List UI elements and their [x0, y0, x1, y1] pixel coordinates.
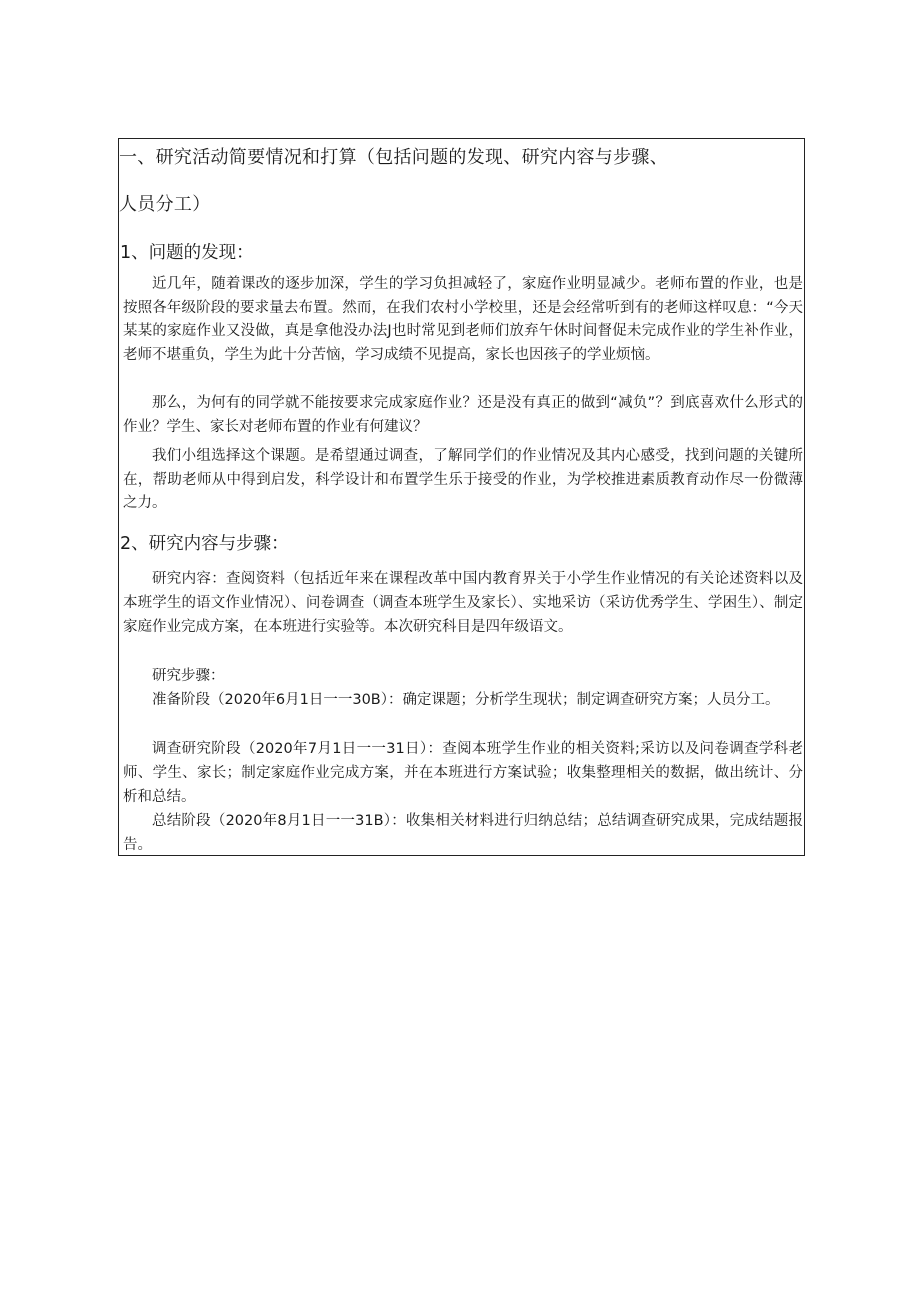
- content-paragraph-prep-stage: 准备阶段（2020年6月1日一一30B）：确定课题；分析学生现状；制定调查研究方案；人员分工。: [152, 692, 780, 708]
- research-plan-table-cell: [118, 138, 805, 856]
- content-paragraph-summary-stage: 总结阶段（2020年8月1日一一31B）：收集相关材料进行归纳总结；总结调查研究成果，完成结题报告。: [123, 813, 803, 853]
- content-paragraph-research-content: 研究内容：查阅资料（包括近年来在课程改革中国内教育界关于小学生作业情况的有关论述资料以及本班学生的语文作业情况）、问卷调查（调查本班学生及家长）、实地采访（采访优秀学生、学困生）、制定家庭作业完成方案，在本班进行实验等。本次研究科目是四年级语文。: [123, 571, 803, 635]
- section-title-line-1: 一、研究活动简要情况和打算（包括问题的发现、研究内容与步骤、: [119, 147, 668, 168]
- problem-heading: 1、问题的发现：: [120, 243, 254, 263]
- problem-paragraph-3: 我们小组选择这个课题。是希望通过调查，了解同学们的作业情况及其内心感受，找到问题的关键所在，帮助老师从中得到启发，科学设计和布置学生乐于接受的作业，为学校推进素质教育动作尽一份微薄之力。: [123, 448, 803, 512]
- content-paragraph-research-stage: 调查研究阶段（2020年7月1日一一31日）：查阅本班学生作业的相关资料;采访以及问卷调查学科老师、学生、家长；制定家庭作业完成方案，并在本班进行方案试验；收集整理相关的数据，做出统计、分析和总结。: [123, 741, 803, 805]
- content-heading: 2、研究内容与步骤：: [120, 534, 289, 554]
- section-title-line-2: 人员分工）: [119, 194, 211, 215]
- problem-paragraph-2: 那么，为何有的同学就不能按要求完成家庭作业？还是没有真正的做到“减负”？到底喜欢什么形式的作业？学生、家长对老师布置的作业有何建议？: [123, 395, 803, 435]
- problem-paragraph-1: 近几年，随着课改的逐步加深，学生的学习负担减轻了，家庭作业明显减少。老师布置的作业，也是按照各年级阶段的要求量去布置。然而，在我们农村小学校里，还是会经常听到有的老师这样叹息：“今天某某的家庭作业又没做，真是拿他没办法J也时常见到老师们放弃午休时间督促未完成作业的学生补作业，老师不堪重负，学生为此十分苦恼，学习成绩不见提高，家长也因孩子的学业烦恼。: [123, 276, 803, 363]
- content-paragraph-steps-label: 研究步骤：: [152, 668, 225, 684]
